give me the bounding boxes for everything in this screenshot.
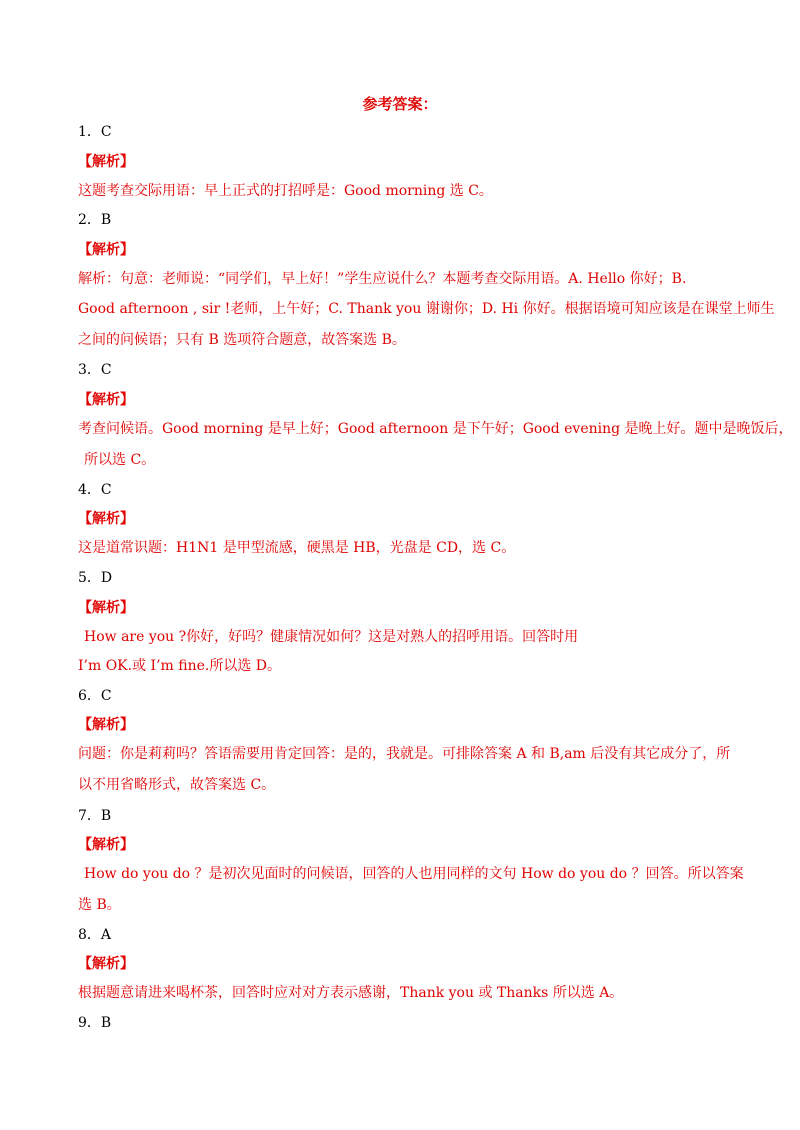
analysis-text: 之间的问候语；只有 B 选项符合题意，故答案选 B。 (78, 332, 406, 348)
answer-number: 7．B (78, 808, 112, 824)
answer-number: 5．D (78, 570, 113, 586)
analysis-label: 【解析】 (78, 956, 134, 972)
analysis-text: 这是道常识题：H1N1 是甲型流感，硬黑是 HB，光盘是 CD，选 C。 (78, 540, 516, 556)
analysis-label: 【解析】 (78, 837, 134, 853)
analysis-text: How are you ?你好，好吗？健康情况如何？这是对熟人的招呼用语。回答时用 (84, 629, 579, 645)
analysis-text: 问题：你是莉莉吗？答语需要用肯定回答：是的，我就是。可排除答案 A 和 B,am 后没有其它成分了，所 (78, 746, 731, 762)
answer-number: 4．C (78, 482, 112, 498)
analysis-label: 【解析】 (78, 511, 134, 527)
analysis-text: 选 B。 (78, 897, 121, 913)
analysis-text: 这题考查交际用语：早上正式的打招呼是：Good morning 选 C。 (78, 183, 493, 199)
answer-number: 3．C (78, 362, 112, 378)
analysis-text: How do you do ？是初次见面时的问候语，回答的人也用同样的文句 How do you do ？回答。所以答案 (84, 866, 744, 882)
analysis-text: 所以选 C。 (84, 452, 156, 468)
analysis-text: I’m OK.或 I’m fine.所以选 D。 (78, 658, 282, 674)
analysis-text: Good afternoon , sir !老师，上午好；C. Thank you 谢谢你；D. Hi 你好。根据语境可知应该是在课堂上师生 (78, 301, 775, 317)
answer-number: 1．C (78, 124, 112, 140)
analysis-text: 考查问候语。Good morning 是早上好；Good afternoon 是下午好；Good evening 是晚上好。题中是晚饭后， (78, 421, 793, 437)
analysis-label: 【解析】 (78, 392, 134, 408)
page-title: 参考答案： (362, 95, 438, 113)
analysis-text: 以不用省略形式，故答案选 C。 (78, 777, 276, 793)
analysis-label: 【解析】 (78, 154, 134, 170)
analysis-text: 根据题意请进来喝杯茶，回答时应对对方表示感谢，Thank you 或 Thanks 所以选 A。 (78, 985, 624, 1001)
answer-number: 8．A (78, 927, 112, 943)
answer-number: 2．B (78, 212, 112, 228)
analysis-text: 解析：句意：老师说：“同学们，早上好！”学生应说什么？本题考查交际用语。A. Hello 你好；B. (78, 271, 687, 287)
answer-number: 9．B (78, 1015, 112, 1031)
analysis-label: 【解析】 (78, 600, 134, 616)
answer-number: 6．C (78, 688, 112, 704)
analysis-label: 【解析】 (78, 242, 134, 258)
analysis-label: 【解析】 (78, 717, 134, 733)
